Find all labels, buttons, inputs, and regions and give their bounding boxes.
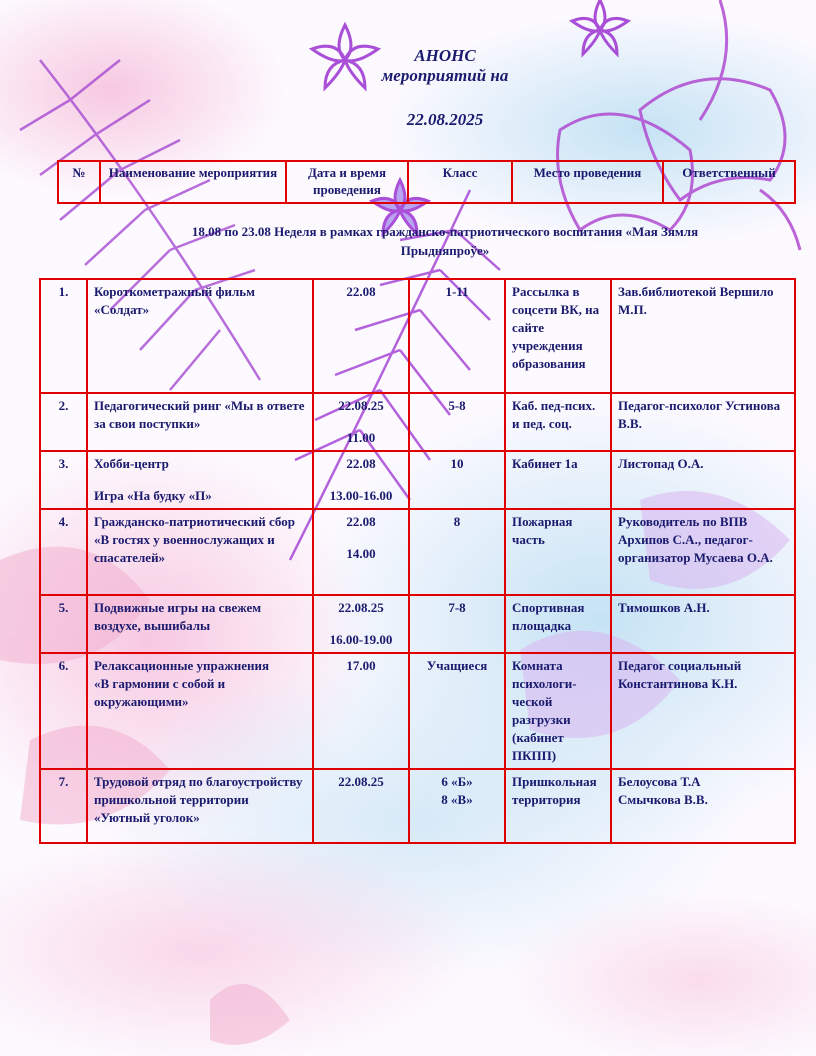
- table-row: [40, 769, 795, 843]
- table-row: [40, 595, 795, 653]
- row-class: 7-8: [409, 595, 505, 653]
- row-responsible: Зав.библиотекой Вершило М.П.: [611, 279, 795, 393]
- row-number: 7.: [40, 769, 87, 843]
- row-class: 8: [409, 509, 505, 595]
- row-date: [313, 509, 409, 595]
- row-time-value: 11.00: [346, 430, 376, 445]
- row-class: 5-8: [409, 393, 505, 451]
- row-class: Учащиеся: [409, 653, 505, 769]
- row-responsible: Руководитель по ВПВ Архипов С.А., педагог-организатор Мусаева О.А.: [611, 509, 795, 595]
- row-class: 1-11: [409, 279, 505, 393]
- row-responsible: Листопад О.А.: [611, 451, 795, 509]
- row-event: Короткометражный фильм «Солдат»: [87, 279, 313, 393]
- row-date-value: 22.08: [346, 514, 376, 529]
- week-note: 18.08 по 23.08 Неделя в рамках гражданско-патриотического воспитания «Мая Зямля Прыдняпроўе»: [191, 224, 699, 258]
- row-event: [87, 451, 313, 509]
- row-date: [313, 653, 409, 769]
- row-date-value: 22.08.25: [338, 398, 384, 413]
- row-event: [87, 653, 313, 769]
- row-place: Каб. пед-псих. и пед. соц.: [505, 393, 611, 451]
- table-row: [40, 451, 795, 509]
- row-time-value: 14.00: [346, 546, 376, 561]
- row-class: [409, 769, 505, 843]
- row-event: Гражданско-патриотический сбор «В гостях у военнослужащих и спасателей»: [87, 509, 313, 595]
- title-date: 22.08.2025: [406, 110, 484, 129]
- row-event-line: «В гармонии с собой и окружающими»: [94, 676, 226, 709]
- row-responsible: Педагог социальный Константинова К.Н.: [611, 653, 795, 769]
- row-date-value: 22.08: [346, 284, 376, 299]
- row-number: 2.: [40, 393, 87, 451]
- row-date: [313, 451, 409, 509]
- row-time-value: 13.00-16.00: [329, 488, 393, 503]
- row-place: Комната психологи-ческой разгрузки (кабинет ПКПП): [505, 653, 611, 769]
- row-date: [313, 279, 409, 393]
- col-header-event: Наименование мероприятия: [100, 161, 286, 203]
- header-row: [58, 161, 795, 203]
- row-number: 1.: [40, 279, 87, 393]
- row-class-line: 6 «Б»: [441, 774, 473, 789]
- row-responsible: Тимошков А.Н.: [611, 595, 795, 653]
- row-date: [313, 393, 409, 451]
- row-date-value: 22.08.25: [338, 774, 384, 789]
- announcement-title: [330, 46, 560, 130]
- row-date-value: 22.08: [346, 456, 376, 471]
- row-number: 3.: [40, 451, 87, 509]
- col-header-number: №: [58, 161, 100, 203]
- title-line1: АНОНС: [414, 46, 476, 65]
- row-event: Трудовой отряд по благоустройству пришкольной территории «Уютный уголок»: [87, 769, 313, 843]
- row-date: [313, 769, 409, 843]
- row-place: Кабинет 1а: [505, 451, 611, 509]
- row-place: Пришкольная территория: [505, 769, 611, 843]
- row-class-line: 8 «В»: [441, 792, 473, 807]
- table-row: [40, 279, 795, 393]
- row-class: 10: [409, 451, 505, 509]
- events-table: [39, 278, 796, 844]
- row-place: Пожарная часть: [505, 509, 611, 595]
- table-row: [40, 509, 795, 595]
- row-number: 4.: [40, 509, 87, 595]
- row-date-value: 22.08.25: [338, 600, 384, 615]
- col-header-responsible: Ответственный: [663, 161, 795, 203]
- row-time-value: 16.00-19.00: [329, 632, 393, 647]
- col-header-place: Место проведения: [512, 161, 663, 203]
- row-date-value: 17.00: [346, 658, 376, 673]
- row-responsible-line: Белоусова Т.А: [618, 774, 701, 789]
- row-responsible: [611, 769, 795, 843]
- row-date: [313, 595, 409, 653]
- col-header-datetime: Дата и время проведения: [286, 161, 408, 203]
- row-responsible-line: Смычкова В.В.: [618, 792, 708, 807]
- row-event-line: Релаксационные упражнения: [94, 658, 269, 673]
- table-row: [40, 653, 795, 769]
- row-number: 5.: [40, 595, 87, 653]
- row-event-line: Игра «На будку «П»: [94, 488, 212, 503]
- row-responsible: Педагог-психолог Устинова В.В.: [611, 393, 795, 451]
- row-number: 6.: [40, 653, 87, 769]
- row-event: Педагогический ринг «Мы в ответе за свои поступки»: [87, 393, 313, 451]
- row-event-line: Хобби-центр: [94, 456, 169, 471]
- col-header-class: Класс: [408, 161, 512, 203]
- header-table: [57, 160, 796, 204]
- row-place: Спортивная площадка: [505, 595, 611, 653]
- row-event: Подвижные игры на свежем воздухе, вышибалы: [87, 595, 313, 653]
- table-row: [40, 393, 795, 451]
- row-place: Рассылка в соцсети ВК, на сайте учреждения образования: [505, 279, 611, 393]
- title-line2: мероприятий на: [381, 66, 509, 85]
